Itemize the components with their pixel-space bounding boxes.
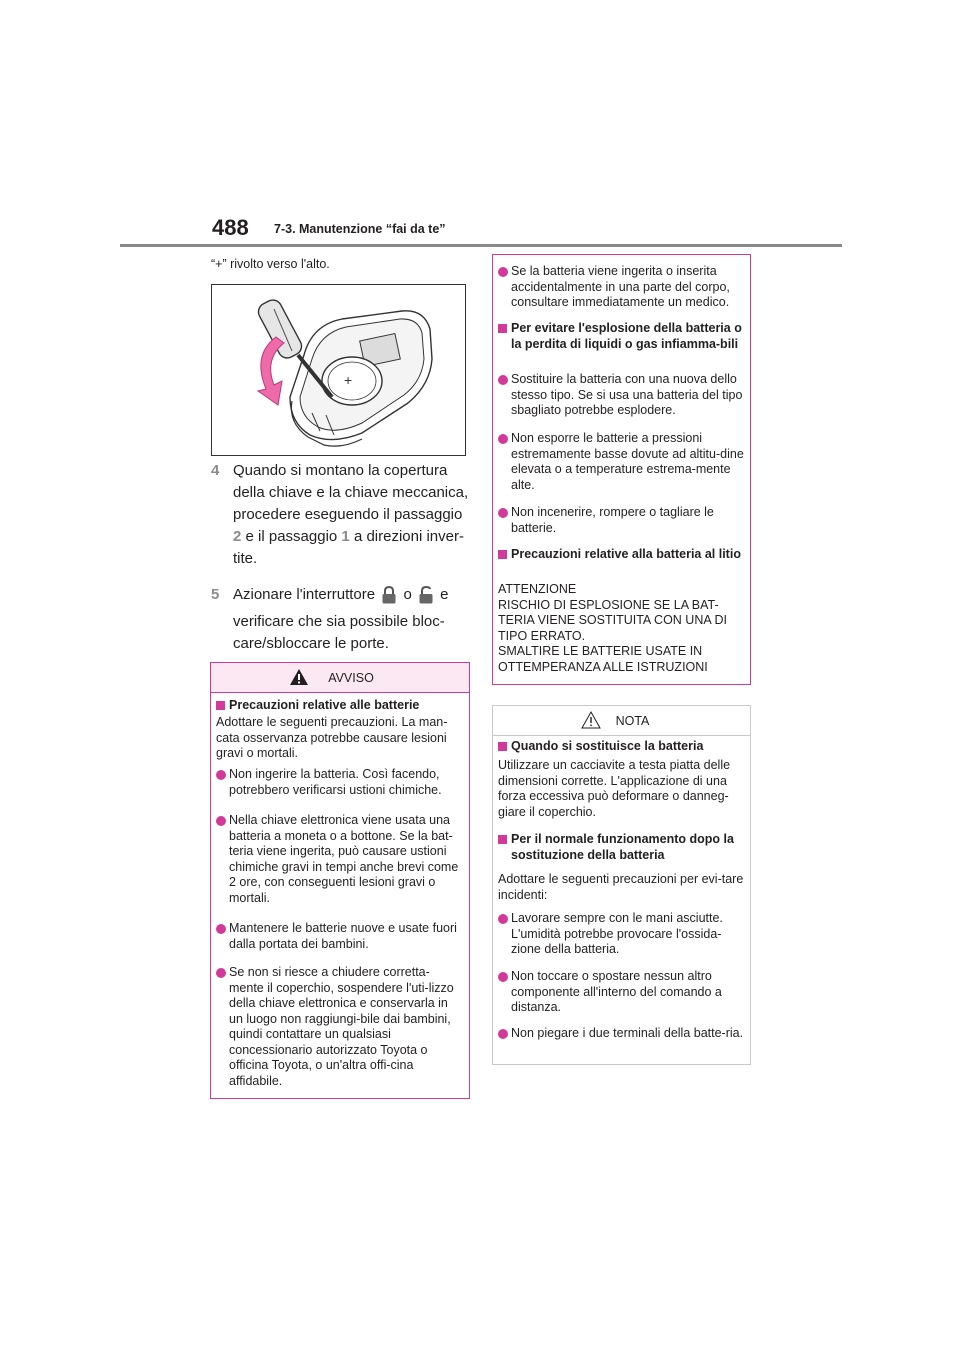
notice-panel-header — [493, 706, 750, 736]
page-number: 488 — [212, 215, 249, 240]
step-text: Azionare l'interruttore o e verificare che sia possibile bloc-care/sbloccare le porte. — [233, 586, 449, 652]
section-heading: Per il normale funzionamento dopo la sostituzione della batteria — [511, 832, 734, 862]
lock-open-icon — [419, 586, 433, 611]
step-5 — [211, 584, 469, 650]
list-item: Se non si riesce a chiudere corretta-mente il coperchio, sospendere l'uti-lizzo della chiave elettronica e conservarla in un luogo non raggiungi-bile dai bambini, quindi contattare un qualsiasi concessionario autorizzato Toyota o officina Toyota, o un'altra offi-cina affidabile. — [216, 965, 463, 1089]
list-item: Non toccare o spostare nessun altro componente all'interno del comando a distanza. — [498, 969, 744, 1016]
key-battery-illustration — [212, 285, 465, 455]
paragraph: Adottare le seguenti precauzioni per evi-tare incidenti: — [498, 872, 744, 902]
heading-block — [498, 832, 744, 863]
section-heading: Quando si sostituisce la batteria — [511, 739, 704, 753]
warning-panel-title: AVVISO — [328, 671, 374, 685]
warning-panel-header — [211, 663, 469, 693]
section-heading: Per evitare l'esplosione della batteria o la perdita di liquidi o gas infiamma-bili — [511, 321, 742, 351]
step-ref: 1 — [341, 528, 350, 545]
warning-panel-continued — [492, 254, 751, 685]
section-title: 7-3. Manutenzione “fai da te” — [274, 222, 446, 236]
intro-text: “+” rivolto verso l'alto. — [211, 257, 330, 271]
header-divider — [120, 244, 842, 247]
list-item: Non incenerire, rompere o tagliare le batterie. — [498, 505, 744, 536]
heading-block — [498, 547, 744, 563]
battery-replacement-figure — [211, 284, 466, 456]
notice-panel — [492, 705, 751, 1065]
list-item: Non esporre le batterie a pressioni estremamente basse dovute ad altitu-dine elevata o a temperature estrema-mente alte. — [498, 431, 744, 493]
step-ref: 2 — [233, 528, 242, 545]
list-item: Sostituire la batteria con una nuova dello stesso tipo. Se si usa una batteria del tipo sbagliato potrebbe esplodere. — [498, 372, 744, 419]
list-item: Nella chiave elettronica viene usata una batteria a moneta o a bottone. Se la bat-teria viene ingerita, può causare ustioni chimiche gravi in tempi anche brevi come 2 ore, con conseguenti lesioni gravi o mortali. — [216, 813, 463, 906]
heading-block — [498, 739, 744, 755]
caution-text: ATTENZIONE RISCHIO DI ESPLOSIONE SE LA BAT- TERIA VIENE SOSTITUITA CON UNA DI TIPO ERRATO. SMALTIRE LE BATTERIE USATE IN OTTEMPERANZA ALLE ISTRUZIONI — [498, 582, 727, 674]
section-heading: Precauzioni relative alle batterie — [229, 698, 420, 712]
step-number: 5 — [211, 586, 220, 603]
step-text: Quando si montano la copertura della chiave e la chiave meccanica, procedere eseguendo il passaggio 2 e il passaggio 1 a direzioni inver-tite. — [233, 462, 469, 567]
section-heading: Precauzioni relative alla batteria al litio — [511, 547, 741, 561]
paragraph: Adottare le seguenti precauzioni. La man-cata osservanza potrebbe causare lesioni gravi o mortali. — [216, 715, 448, 760]
paragraph: Utilizzare un cacciavite a testa piatta delle dimensioni corrette. L'applicazione di una forza eccessiva può deformare o danneg-giare il coperchio. — [498, 758, 731, 819]
step-number: 4 — [211, 462, 220, 479]
notice-panel-title: NOTA — [615, 714, 650, 728]
step-4 — [211, 460, 469, 572]
lock-closed-icon — [382, 586, 396, 611]
heading-block — [498, 321, 744, 352]
list-item: Non piegare i due terminali della batte-ria. — [498, 1026, 744, 1042]
list-item: Mantenere le batterie nuove e usate fuori dalla portata dei bambini. — [216, 921, 463, 952]
plus-sign-label: + — [344, 372, 353, 388]
list-item: Non ingerire la batteria. Così facendo, potrebbero verificarsi ustioni chimiche. — [216, 767, 463, 798]
list-item: Lavorare sempre con le mani asciutte. L'umidità potrebbe provocare l'ossida-zione della batteria. — [498, 911, 744, 958]
avviso-heading-block — [216, 698, 463, 714]
list-item: Se la batteria viene ingerita o inserita accidentalmente in una parte del corpo, consultare immediatamente un medico. — [498, 264, 744, 311]
warning-panel — [210, 662, 470, 1099]
